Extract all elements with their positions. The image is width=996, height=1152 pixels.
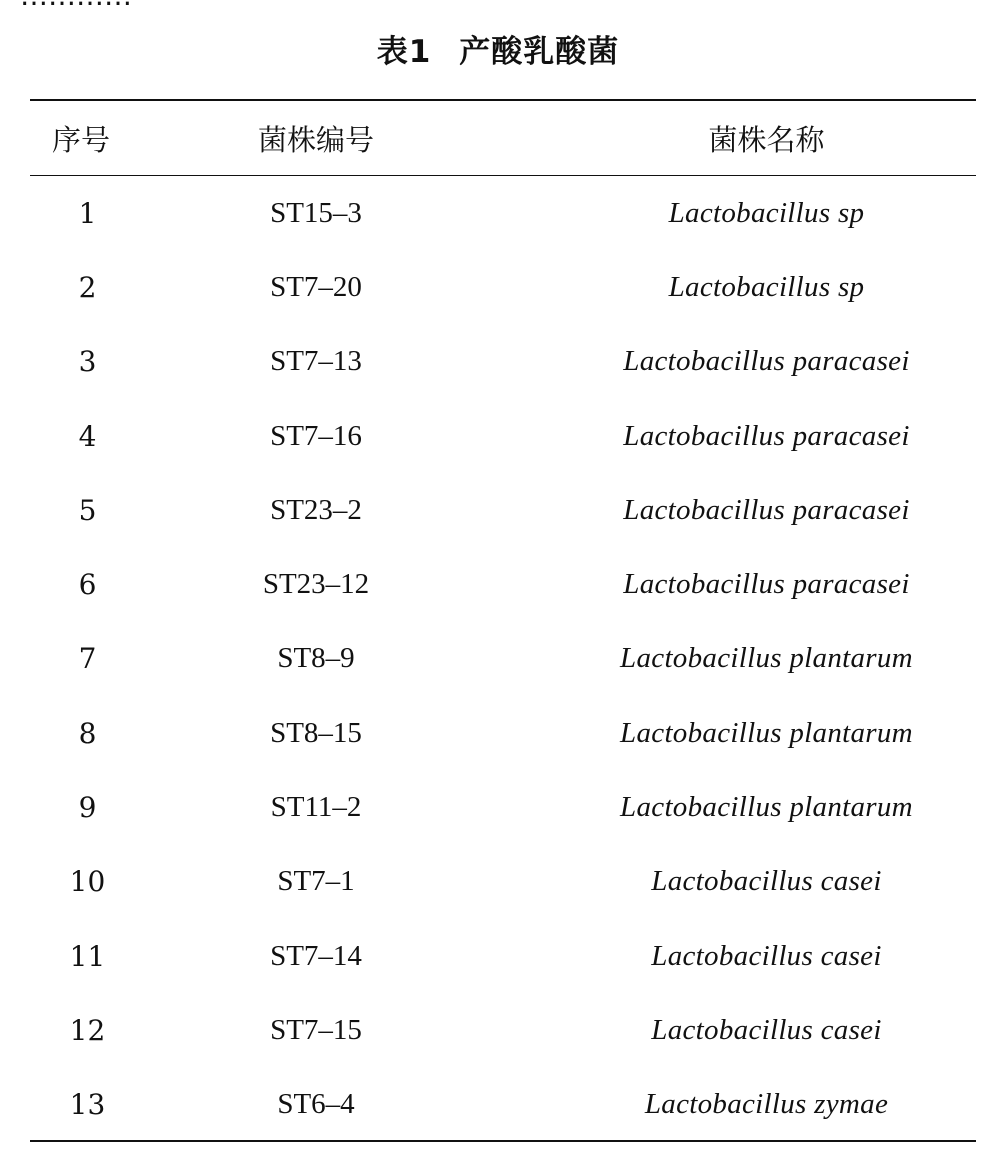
row-index: 2 [78, 270, 97, 304]
header-index: 序号 [52, 122, 111, 157]
strain-name: Lactobacillus plantarum [620, 642, 913, 675]
strain-code: ST8–15 [270, 716, 362, 749]
strain-name: Lactobacillus paracasei [623, 419, 910, 452]
table-row [30, 399, 976, 473]
row-index: 7 [78, 642, 97, 676]
table-row [30, 993, 976, 1067]
strain-code: ST7–20 [270, 270, 362, 303]
table-body [30, 176, 976, 1142]
row-index: 11 [69, 939, 106, 973]
table-row [30, 325, 976, 399]
row-index: 4 [78, 419, 97, 453]
strain-name: Lactobacillus paracasei [623, 493, 910, 526]
strain-name: Lactobacillus sp [668, 270, 865, 303]
table-row [30, 770, 976, 844]
strain-code: ST7–15 [270, 1013, 362, 1046]
row-index: 12 [69, 1013, 106, 1047]
row-index: 1 [78, 196, 97, 230]
table-row [30, 845, 976, 919]
strain-code: ST7–14 [270, 939, 362, 972]
strain-name: Lactobacillus paracasei [623, 345, 910, 378]
header-strain-code: 菌株编号 [257, 122, 374, 157]
table-row [30, 547, 976, 621]
table-row [30, 473, 976, 547]
strain-code: ST23–2 [270, 493, 362, 526]
strain-name: Lactobacillus casei [651, 939, 882, 972]
strain-code: ST6–4 [277, 1088, 355, 1121]
table-caption [0, 30, 996, 74]
table-row [30, 622, 976, 696]
strain-name: Lactobacillus casei [651, 1013, 882, 1046]
strain-name: Lactobacillus paracasei [623, 568, 910, 601]
row-index: 13 [69, 1088, 106, 1122]
strain-name: Lactobacillus plantarum [620, 716, 913, 749]
strain-code: ST7–16 [270, 419, 362, 452]
header-strain-name: 菌株名称 [708, 122, 825, 157]
strain-code: ST8–9 [277, 642, 355, 675]
strain-name: Lactobacillus plantarum [620, 791, 913, 824]
table-row [30, 1068, 976, 1142]
strain-code: ST23–12 [262, 568, 370, 601]
table-row [30, 176, 976, 250]
strain-name: Lactobacillus zymae [644, 1088, 889, 1121]
row-index: 8 [78, 716, 97, 750]
row-index: 9 [78, 791, 97, 825]
cropped-previous-line [20, 0, 780, 8]
strain-code: ST7–1 [277, 865, 355, 898]
table-header [30, 101, 976, 175]
table-row [30, 696, 976, 770]
strain-code: ST11–2 [270, 791, 362, 824]
table-title: 产酸乳酸菌 [459, 34, 620, 70]
strain-table [30, 176, 976, 1142]
table-row [30, 250, 976, 324]
row-index: 6 [78, 568, 97, 602]
row-index: 10 [69, 865, 106, 899]
table-row [30, 919, 976, 993]
strain-code: ST7–13 [270, 345, 362, 378]
strain-code: ST15–3 [270, 196, 362, 229]
table-number: 表1 [376, 34, 432, 70]
row-index: 5 [78, 493, 97, 527]
strain-name: Lactobacillus casei [651, 865, 882, 898]
strain-name: Lactobacillus sp [668, 196, 865, 229]
row-index: 3 [78, 345, 97, 379]
header-row [30, 101, 976, 175]
